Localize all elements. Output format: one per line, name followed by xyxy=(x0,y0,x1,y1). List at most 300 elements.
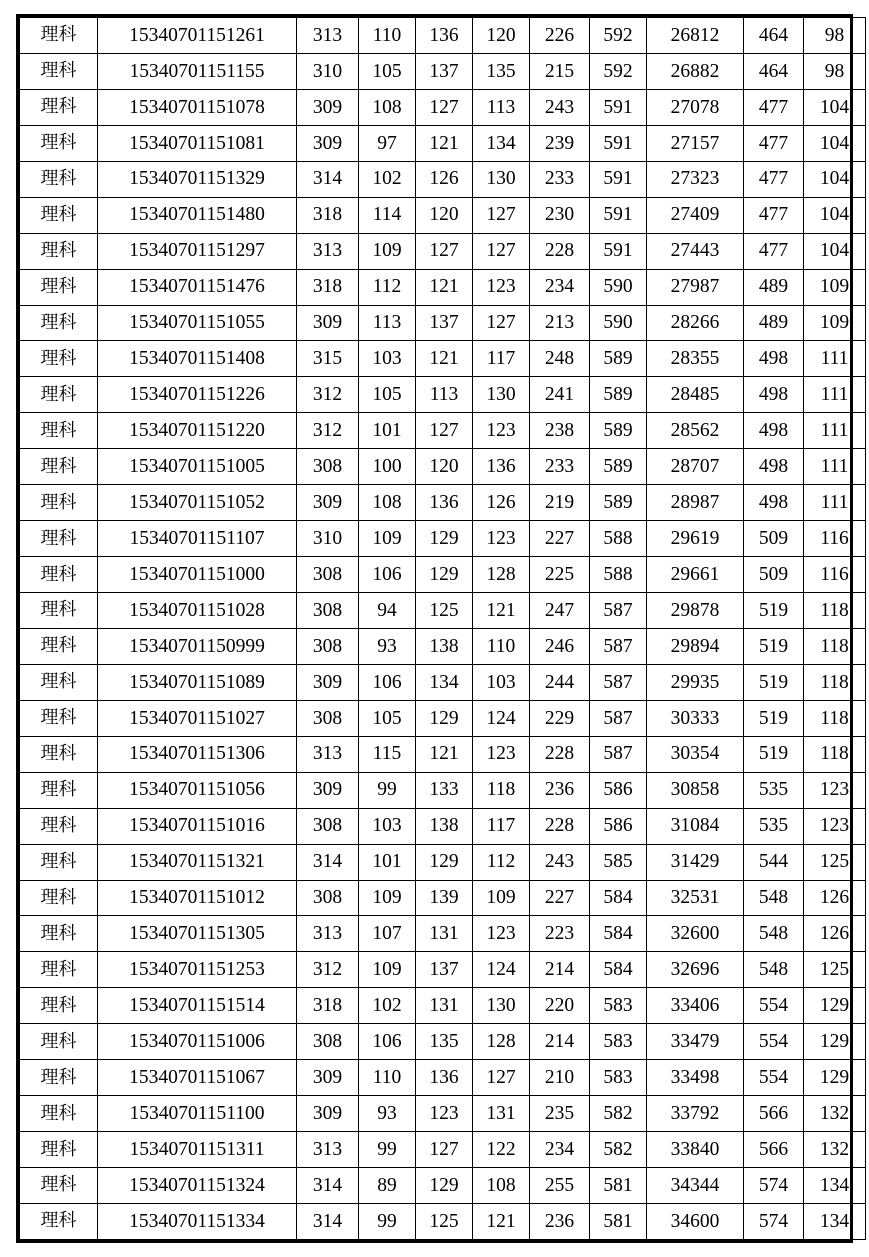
cell-score4: 110 xyxy=(473,628,530,664)
cell-value_a: 477 xyxy=(744,161,804,197)
cell-score4: 124 xyxy=(473,700,530,736)
cell-score5: 210 xyxy=(530,1060,590,1096)
cell-score3: 127 xyxy=(416,413,473,449)
cell-score5: 248 xyxy=(530,341,590,377)
table-row xyxy=(20,1024,866,1060)
cell-score1: 314 xyxy=(297,161,359,197)
cell-value_b: 129 xyxy=(804,988,866,1024)
cell-score1: 313 xyxy=(297,18,359,54)
cell-value_a: 548 xyxy=(744,880,804,916)
cell-score1: 309 xyxy=(297,89,359,125)
cell-score2: 105 xyxy=(359,377,416,413)
cell-score2: 110 xyxy=(359,18,416,54)
cell-value_b: 132 xyxy=(804,1096,866,1132)
cell-rank: 34600 xyxy=(647,1203,744,1239)
cell-rank: 29619 xyxy=(647,521,744,557)
cell-subject: 理科 xyxy=(20,413,98,449)
cell-score3: 125 xyxy=(416,593,473,629)
cell-score5: 238 xyxy=(530,413,590,449)
cell-rank: 33792 xyxy=(647,1096,744,1132)
cell-value_a: 464 xyxy=(744,53,804,89)
cell-total: 588 xyxy=(590,521,647,557)
cell-value_b: 111 xyxy=(804,413,866,449)
cell-rank: 27443 xyxy=(647,233,744,269)
cell-subject: 理科 xyxy=(20,449,98,485)
cell-exam_id: 15340701151067 xyxy=(98,1060,297,1096)
cell-exam_id: 15340701151311 xyxy=(98,1132,297,1168)
cell-subject: 理科 xyxy=(20,1096,98,1132)
cell-value_a: 535 xyxy=(744,808,804,844)
cell-score2: 109 xyxy=(359,880,416,916)
cell-rank: 27409 xyxy=(647,197,744,233)
cell-score3: 121 xyxy=(416,736,473,772)
cell-value_a: 566 xyxy=(744,1096,804,1132)
cell-score1: 308 xyxy=(297,880,359,916)
cell-total: 592 xyxy=(590,18,647,54)
table-row xyxy=(20,1168,866,1204)
table-row xyxy=(20,736,866,772)
cell-subject: 理科 xyxy=(20,664,98,700)
cell-score1: 308 xyxy=(297,449,359,485)
cell-score3: 131 xyxy=(416,916,473,952)
cell-score3: 129 xyxy=(416,700,473,736)
cell-exam_id: 15340701151078 xyxy=(98,89,297,125)
cell-value_a: 489 xyxy=(744,305,804,341)
table-body xyxy=(20,18,866,1240)
cell-score2: 110 xyxy=(359,1060,416,1096)
cell-score2: 101 xyxy=(359,844,416,880)
cell-value_a: 548 xyxy=(744,952,804,988)
cell-score5: 239 xyxy=(530,125,590,161)
cell-value_b: 116 xyxy=(804,557,866,593)
cell-exam_id: 15340701151081 xyxy=(98,125,297,161)
cell-subject: 理科 xyxy=(20,1203,98,1239)
cell-score1: 310 xyxy=(297,521,359,557)
cell-exam_id: 15340701151100 xyxy=(98,1096,297,1132)
cell-score2: 102 xyxy=(359,161,416,197)
cell-rank: 29878 xyxy=(647,593,744,629)
cell-rank: 28562 xyxy=(647,413,744,449)
cell-subject: 理科 xyxy=(20,916,98,952)
cell-subject: 理科 xyxy=(20,700,98,736)
cell-value_b: 132 xyxy=(804,1132,866,1168)
cell-subject: 理科 xyxy=(20,880,98,916)
cell-exam_id: 15340701151220 xyxy=(98,413,297,449)
cell-rank: 30858 xyxy=(647,772,744,808)
cell-score3: 127 xyxy=(416,1132,473,1168)
cell-value_a: 498 xyxy=(744,341,804,377)
cell-score4: 120 xyxy=(473,18,530,54)
cell-score5: 229 xyxy=(530,700,590,736)
cell-value_a: 477 xyxy=(744,233,804,269)
cell-score1: 309 xyxy=(297,772,359,808)
table-row xyxy=(20,413,866,449)
cell-total: 586 xyxy=(590,772,647,808)
cell-score2: 108 xyxy=(359,485,416,521)
cell-rank: 34344 xyxy=(647,1168,744,1204)
cell-score1: 310 xyxy=(297,53,359,89)
cell-subject: 理科 xyxy=(20,161,98,197)
cell-score1: 309 xyxy=(297,664,359,700)
cell-score2: 101 xyxy=(359,413,416,449)
cell-value_a: 554 xyxy=(744,988,804,1024)
cell-score4: 126 xyxy=(473,485,530,521)
table-row xyxy=(20,1203,866,1239)
cell-score3: 138 xyxy=(416,628,473,664)
cell-subject: 理科 xyxy=(20,844,98,880)
cell-exam_id: 15340701151089 xyxy=(98,664,297,700)
cell-score4: 130 xyxy=(473,377,530,413)
cell-subject: 理科 xyxy=(20,593,98,629)
cell-score2: 105 xyxy=(359,53,416,89)
cell-rank: 28266 xyxy=(647,305,744,341)
table-row xyxy=(20,844,866,880)
cell-rank: 33406 xyxy=(647,988,744,1024)
cell-value_a: 498 xyxy=(744,485,804,521)
cell-exam_id: 15340701151480 xyxy=(98,197,297,233)
cell-total: 589 xyxy=(590,341,647,377)
cell-value_a: 489 xyxy=(744,269,804,305)
table-row xyxy=(20,341,866,377)
cell-value_a: 519 xyxy=(744,736,804,772)
cell-score5: 228 xyxy=(530,736,590,772)
cell-score5: 236 xyxy=(530,1203,590,1239)
cell-total: 589 xyxy=(590,413,647,449)
cell-value_b: 134 xyxy=(804,1203,866,1239)
cell-total: 581 xyxy=(590,1203,647,1239)
cell-value_b: 109 xyxy=(804,305,866,341)
cell-score3: 134 xyxy=(416,664,473,700)
cell-score4: 123 xyxy=(473,736,530,772)
cell-score3: 113 xyxy=(416,377,473,413)
cell-exam_id: 15340701151261 xyxy=(98,18,297,54)
cell-score1: 309 xyxy=(297,1060,359,1096)
cell-value_b: 104 xyxy=(804,161,866,197)
cell-rank: 32531 xyxy=(647,880,744,916)
cell-value_a: 477 xyxy=(744,197,804,233)
cell-score4: 121 xyxy=(473,593,530,629)
cell-score3: 121 xyxy=(416,269,473,305)
cell-subject: 理科 xyxy=(20,305,98,341)
cell-value_a: 574 xyxy=(744,1168,804,1204)
cell-exam_id: 15340701151155 xyxy=(98,53,297,89)
cell-rank: 28707 xyxy=(647,449,744,485)
cell-score3: 121 xyxy=(416,125,473,161)
cell-score2: 105 xyxy=(359,700,416,736)
table-row xyxy=(20,377,866,413)
cell-subject: 理科 xyxy=(20,18,98,54)
cell-rank: 30354 xyxy=(647,736,744,772)
cell-score4: 117 xyxy=(473,341,530,377)
cell-exam_id: 15340701151056 xyxy=(98,772,297,808)
cell-total: 592 xyxy=(590,53,647,89)
cell-score5: 227 xyxy=(530,521,590,557)
table-row xyxy=(20,593,866,629)
cell-score5: 227 xyxy=(530,880,590,916)
cell-score2: 100 xyxy=(359,449,416,485)
cell-score5: 215 xyxy=(530,53,590,89)
cell-score4: 128 xyxy=(473,1024,530,1060)
cell-value_b: 125 xyxy=(804,844,866,880)
cell-score3: 129 xyxy=(416,521,473,557)
cell-total: 587 xyxy=(590,700,647,736)
cell-rank: 27078 xyxy=(647,89,744,125)
cell-total: 591 xyxy=(590,161,647,197)
cell-rank: 29935 xyxy=(647,664,744,700)
cell-score4: 127 xyxy=(473,1060,530,1096)
cell-total: 591 xyxy=(590,233,647,269)
cell-score5: 243 xyxy=(530,89,590,125)
cell-total: 591 xyxy=(590,197,647,233)
cell-score3: 129 xyxy=(416,557,473,593)
cell-subject: 理科 xyxy=(20,557,98,593)
cell-value_b: 118 xyxy=(804,628,866,664)
cell-score5: 214 xyxy=(530,952,590,988)
cell-rank: 26812 xyxy=(647,18,744,54)
cell-exam_id: 15340701151055 xyxy=(98,305,297,341)
cell-value_b: 126 xyxy=(804,916,866,952)
cell-score4: 118 xyxy=(473,772,530,808)
cell-score3: 137 xyxy=(416,305,473,341)
cell-total: 589 xyxy=(590,449,647,485)
cell-score5: 234 xyxy=(530,1132,590,1168)
cell-exam_id: 15340701151334 xyxy=(98,1203,297,1239)
cell-value_b: 134 xyxy=(804,1168,866,1204)
cell-score2: 93 xyxy=(359,628,416,664)
cell-score1: 313 xyxy=(297,1132,359,1168)
cell-value_a: 519 xyxy=(744,593,804,629)
cell-score2: 107 xyxy=(359,916,416,952)
cell-value_a: 498 xyxy=(744,449,804,485)
cell-total: 586 xyxy=(590,808,647,844)
cell-rank: 32600 xyxy=(647,916,744,952)
cell-score4: 123 xyxy=(473,413,530,449)
cell-value_b: 111 xyxy=(804,341,866,377)
cell-value_b: 104 xyxy=(804,233,866,269)
cell-exam_id: 15340701151028 xyxy=(98,593,297,629)
cell-value_a: 509 xyxy=(744,557,804,593)
cell-score2: 115 xyxy=(359,736,416,772)
table-frame xyxy=(16,14,853,1243)
cell-subject: 理科 xyxy=(20,269,98,305)
cell-subject: 理科 xyxy=(20,952,98,988)
cell-exam_id: 15340701151027 xyxy=(98,700,297,736)
cell-value_b: 104 xyxy=(804,197,866,233)
cell-score5: 247 xyxy=(530,593,590,629)
cell-value_b: 98 xyxy=(804,18,866,54)
cell-score1: 308 xyxy=(297,808,359,844)
cell-score2: 109 xyxy=(359,521,416,557)
cell-score2: 99 xyxy=(359,1132,416,1168)
cell-score1: 314 xyxy=(297,1168,359,1204)
cell-score5: 220 xyxy=(530,988,590,1024)
cell-score4: 130 xyxy=(473,988,530,1024)
cell-score3: 123 xyxy=(416,1096,473,1132)
cell-score2: 102 xyxy=(359,988,416,1024)
cell-score5: 243 xyxy=(530,844,590,880)
cell-score3: 136 xyxy=(416,485,473,521)
cell-score3: 129 xyxy=(416,1168,473,1204)
cell-score2: 97 xyxy=(359,125,416,161)
cell-score4: 113 xyxy=(473,89,530,125)
cell-score4: 124 xyxy=(473,952,530,988)
cell-total: 583 xyxy=(590,1024,647,1060)
cell-score4: 123 xyxy=(473,916,530,952)
cell-score3: 129 xyxy=(416,844,473,880)
cell-value_a: 535 xyxy=(744,772,804,808)
cell-score5: 225 xyxy=(530,557,590,593)
cell-subject: 理科 xyxy=(20,736,98,772)
table-row xyxy=(20,18,866,54)
cell-score5: 233 xyxy=(530,449,590,485)
cell-score3: 135 xyxy=(416,1024,473,1060)
table-row xyxy=(20,125,866,161)
cell-value_b: 98 xyxy=(804,53,866,89)
table-row xyxy=(20,1060,866,1096)
cell-rank: 28987 xyxy=(647,485,744,521)
cell-score5: 228 xyxy=(530,233,590,269)
cell-score1: 315 xyxy=(297,341,359,377)
cell-subject: 理科 xyxy=(20,377,98,413)
cell-score4: 103 xyxy=(473,664,530,700)
cell-score5: 226 xyxy=(530,18,590,54)
cell-score4: 127 xyxy=(473,305,530,341)
cell-score3: 137 xyxy=(416,53,473,89)
cell-value_b: 129 xyxy=(804,1024,866,1060)
cell-total: 582 xyxy=(590,1096,647,1132)
cell-score3: 139 xyxy=(416,880,473,916)
cell-subject: 理科 xyxy=(20,808,98,844)
cell-score5: 236 xyxy=(530,772,590,808)
cell-score2: 106 xyxy=(359,557,416,593)
cell-subject: 理科 xyxy=(20,89,98,125)
cell-total: 587 xyxy=(590,593,647,629)
cell-total: 582 xyxy=(590,1132,647,1168)
cell-value_b: 104 xyxy=(804,89,866,125)
cell-value_a: 554 xyxy=(744,1024,804,1060)
cell-score3: 131 xyxy=(416,988,473,1024)
cell-score2: 89 xyxy=(359,1168,416,1204)
cell-score2: 106 xyxy=(359,664,416,700)
cell-subject: 理科 xyxy=(20,628,98,664)
cell-total: 583 xyxy=(590,988,647,1024)
cell-score5: 255 xyxy=(530,1168,590,1204)
cell-exam_id: 15340701151324 xyxy=(98,1168,297,1204)
table-row xyxy=(20,233,866,269)
cell-score4: 112 xyxy=(473,844,530,880)
cell-exam_id: 15340701151052 xyxy=(98,485,297,521)
cell-score1: 312 xyxy=(297,413,359,449)
table-row xyxy=(20,700,866,736)
cell-exam_id: 15340701151016 xyxy=(98,808,297,844)
cell-value_a: 498 xyxy=(744,413,804,449)
cell-rank: 29894 xyxy=(647,628,744,664)
cell-total: 585 xyxy=(590,844,647,880)
cell-exam_id: 15340701151005 xyxy=(98,449,297,485)
cell-score2: 109 xyxy=(359,233,416,269)
cell-exam_id: 15340701151012 xyxy=(98,880,297,916)
cell-score5: 214 xyxy=(530,1024,590,1060)
cell-value_b: 104 xyxy=(804,125,866,161)
cell-exam_id: 15340701151226 xyxy=(98,377,297,413)
cell-score4: 128 xyxy=(473,557,530,593)
cell-score2: 103 xyxy=(359,341,416,377)
cell-score4: 108 xyxy=(473,1168,530,1204)
cell-score2: 114 xyxy=(359,197,416,233)
cell-score1: 312 xyxy=(297,952,359,988)
cell-score2: 108 xyxy=(359,89,416,125)
cell-score1: 313 xyxy=(297,916,359,952)
cell-score1: 309 xyxy=(297,125,359,161)
cell-score4: 134 xyxy=(473,125,530,161)
cell-exam_id: 15340701151321 xyxy=(98,844,297,880)
cell-rank: 33479 xyxy=(647,1024,744,1060)
cell-rank: 28355 xyxy=(647,341,744,377)
cell-value_b: 118 xyxy=(804,664,866,700)
cell-score3: 121 xyxy=(416,341,473,377)
cell-value_a: 566 xyxy=(744,1132,804,1168)
cell-score1: 314 xyxy=(297,1203,359,1239)
cell-score3: 133 xyxy=(416,772,473,808)
cell-rank: 29661 xyxy=(647,557,744,593)
cell-score1: 308 xyxy=(297,1024,359,1060)
cell-value_b: 111 xyxy=(804,377,866,413)
cell-value_a: 498 xyxy=(744,377,804,413)
cell-score1: 308 xyxy=(297,700,359,736)
cell-subject: 理科 xyxy=(20,233,98,269)
cell-score1: 309 xyxy=(297,485,359,521)
cell-rank: 31084 xyxy=(647,808,744,844)
cell-total: 589 xyxy=(590,377,647,413)
table-row xyxy=(20,161,866,197)
cell-value_a: 519 xyxy=(744,628,804,664)
cell-value_b: 123 xyxy=(804,808,866,844)
table-row xyxy=(20,628,866,664)
cell-value_b: 118 xyxy=(804,736,866,772)
cell-subject: 理科 xyxy=(20,988,98,1024)
cell-value_a: 544 xyxy=(744,844,804,880)
cell-score1: 308 xyxy=(297,628,359,664)
cell-score5: 230 xyxy=(530,197,590,233)
table-row xyxy=(20,269,866,305)
cell-total: 587 xyxy=(590,628,647,664)
cell-exam_id: 15340701150999 xyxy=(98,628,297,664)
cell-total: 583 xyxy=(590,1060,647,1096)
table-row xyxy=(20,89,866,125)
cell-score1: 312 xyxy=(297,377,359,413)
cell-score5: 213 xyxy=(530,305,590,341)
cell-rank: 27157 xyxy=(647,125,744,161)
cell-score3: 136 xyxy=(416,1060,473,1096)
cell-score1: 318 xyxy=(297,269,359,305)
cell-score5: 241 xyxy=(530,377,590,413)
cell-score2: 99 xyxy=(359,1203,416,1239)
cell-score4: 123 xyxy=(473,521,530,557)
cell-score5: 246 xyxy=(530,628,590,664)
cell-score3: 138 xyxy=(416,808,473,844)
cell-subject: 理科 xyxy=(20,1168,98,1204)
cell-value_a: 464 xyxy=(744,18,804,54)
cell-exam_id: 15340701151408 xyxy=(98,341,297,377)
cell-score3: 137 xyxy=(416,952,473,988)
cell-rank: 31429 xyxy=(647,844,744,880)
cell-score4: 130 xyxy=(473,161,530,197)
cell-score3: 125 xyxy=(416,1203,473,1239)
cell-score4: 136 xyxy=(473,449,530,485)
cell-score1: 308 xyxy=(297,557,359,593)
cell-total: 588 xyxy=(590,557,647,593)
table-row xyxy=(20,772,866,808)
